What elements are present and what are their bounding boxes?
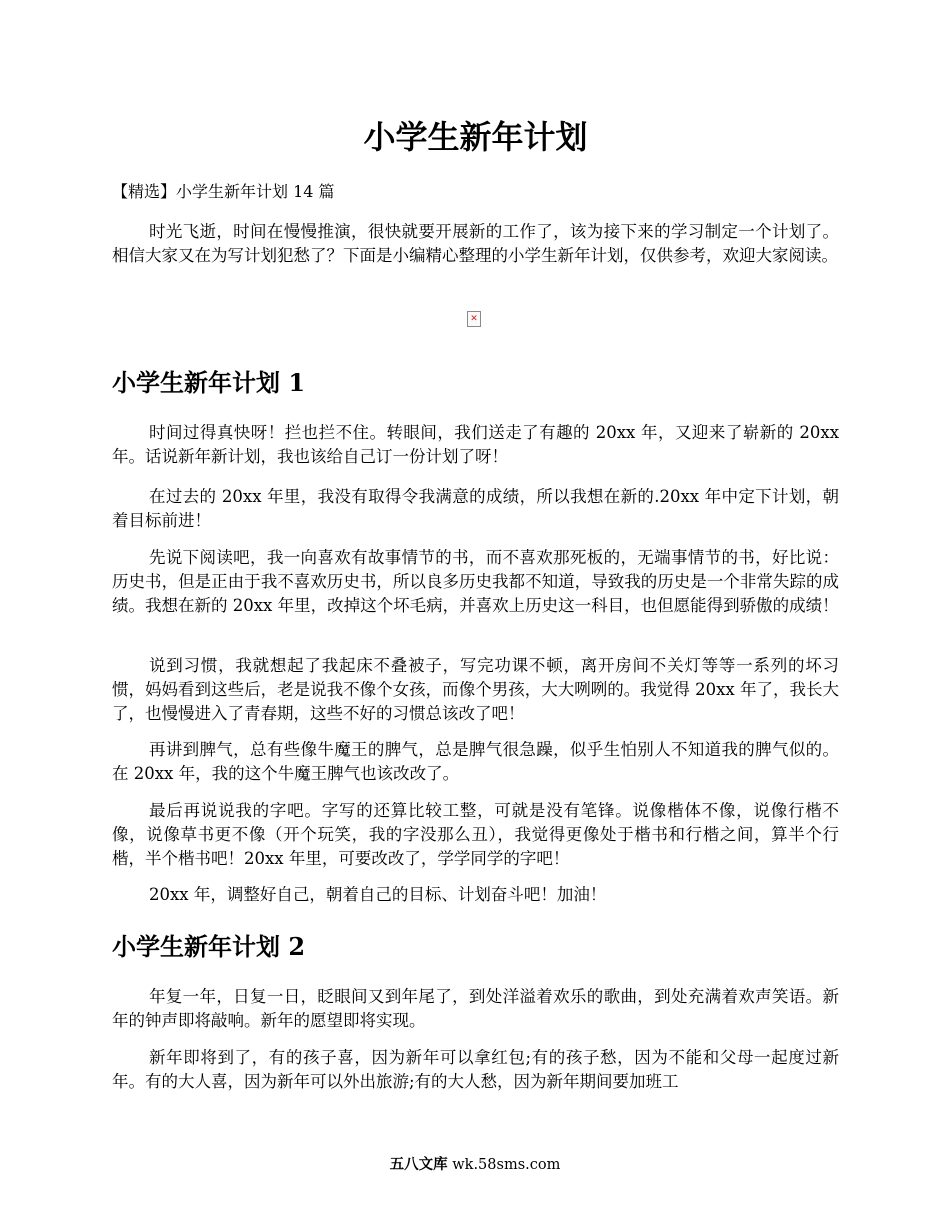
section-1-heading: 小学生新年计划 1 xyxy=(112,368,306,397)
document-title: 小学生新年计划 xyxy=(363,118,588,156)
section-1-paragraph-1: 时间过得真快呀！拦也拦不住。转眼间，我们送走了有趣的 20xx 年，又迎来了崭新的 20xx 年。话说新年新计划，我也该给自己订一份计划了呀！ xyxy=(112,423,839,466)
footer-url[interactable]: wk.58sms.com xyxy=(452,1157,561,1173)
broken-image-icon: ✕ xyxy=(467,311,481,327)
footer-brand: 五八文库 xyxy=(389,1156,448,1173)
section-2-paragraph-1: 年复一年，日复一日，眨眼间又到年尾了，到处洋溢着欢乐的歌曲，到处充满着欢声笑语。新年的钟声即将敲响。新年的愿望即将实现。 xyxy=(112,987,839,1030)
section-1-paragraph-2: 在过去的 20xx 年里，我没有取得令我满意的成绩，所以我想在新的.20xx 年中定下计划，朝着目标前进！ xyxy=(112,487,839,530)
section-1-paragraph-6: 最后再说说我的字吧。字写的还算比较工整，可就是没有笔锋。说像楷体不像，说像行楷不像，说像草书更不像（开个玩笑，我的字没那么丑），我觉得更像处于楷书和行楷之间，算半个行楷，半个楷书吧！20xx 年里，可要改改了，学学同学的字吧！ xyxy=(112,801,839,868)
section-2-heading: 小学生新年计划 2 xyxy=(112,932,306,961)
section-1-paragraph-7: 20xx 年，调整好自己，朝着自己的目标、计划奋斗吧！加油！ xyxy=(149,885,607,904)
section-1-paragraph-3: 先说下阅读吧，我一向喜欢有故事情节的书，而不喜欢那死板的，无端事情节的书，好比说：历史书，但是正由于我不喜欢历史书，所以良多历史我都不知道，导致我的历史是一个非常失踪的成绩。我想在新的 20xx 年里，改掉这个坏毛病，并喜欢上历史这一科目，也但愿能得到骄傲的成绩！ xyxy=(112,548,839,615)
section-1-paragraph-4: 说到习惯，我就想起了我起床不叠被子，写完功课不顿，离开房间不关灯等等一系列的坏习惯，妈妈看到这些后，老是说我不像个女孩，而像个男孩，大大咧咧的。我觉得 20xx 年了，我长大了，也慢慢进入了青春期，这些不好的习惯总该改了吧！ xyxy=(112,656,839,723)
page-footer xyxy=(0,1155,950,1175)
section-2-paragraph-2: 新年即将到了，有的孩子喜，因为新年可以拿红包;有的孩子愁，因为不能和父母一起度过新年。有的大人喜，因为新年可以外出旅游;有的大人愁，因为新年期间要加班工 xyxy=(112,1048,839,1091)
intro-paragraph: 时光飞逝，时间在慢慢推演，很快就要开展新的工作了，该为接下来的学习制定一个计划了。相信大家又在为写计划犯愁了？下面是小编精心整理的小学生新年计划，仅供参考，欢迎大家阅读。 xyxy=(112,222,839,265)
document-subtitle: 【精选】小学生新年计划 14 篇 xyxy=(112,182,335,201)
section-1-paragraph-5: 再讲到脾气，总有些像牛魔王的脾气，总是脾气很急躁，似乎生怕别人不知道我的脾气似的。在 20xx 年，我的这个牛魔王脾气也该改改了。 xyxy=(112,740,839,783)
